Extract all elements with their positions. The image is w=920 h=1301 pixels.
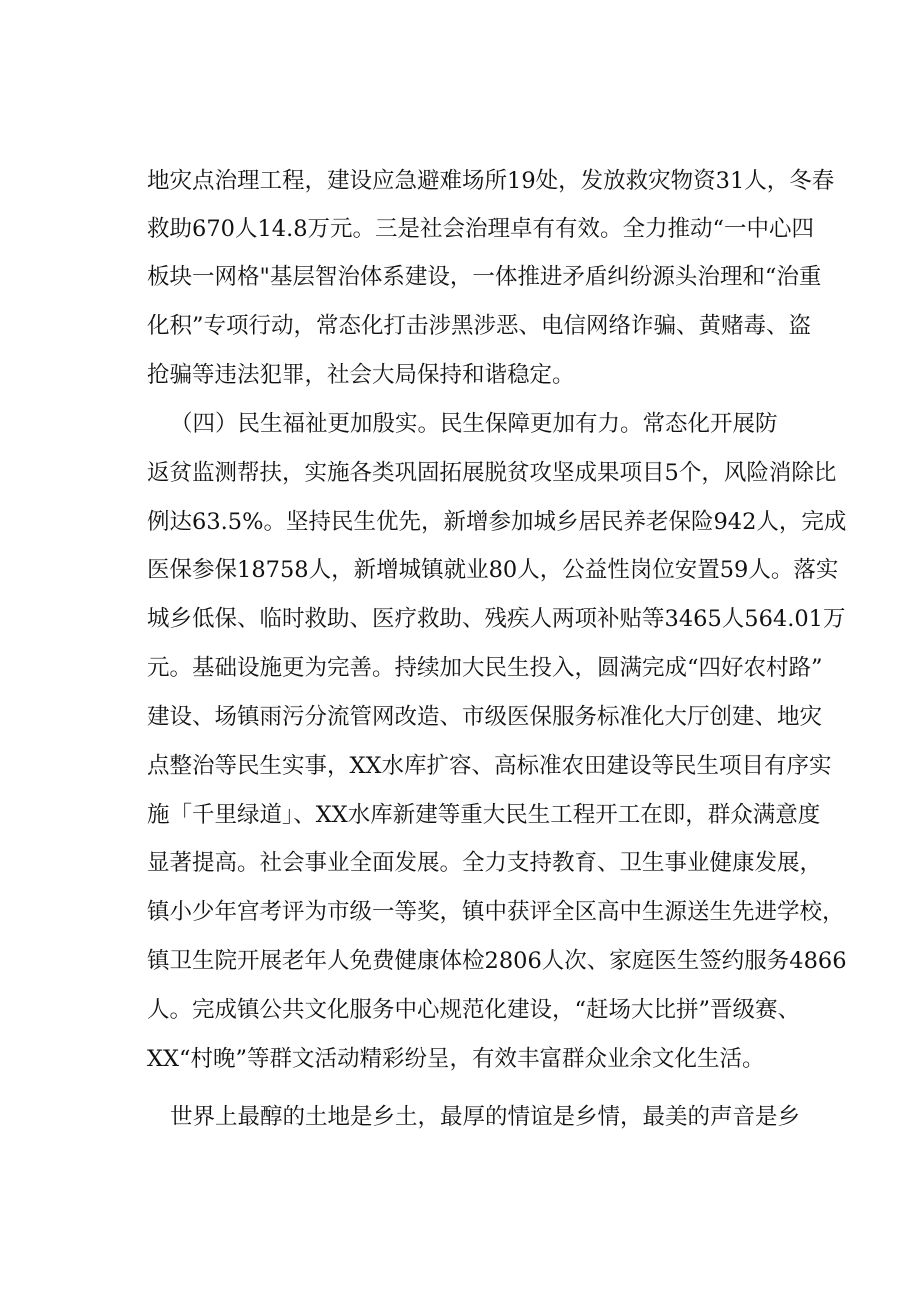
text-line: 元。基础设施更为完善。持续加大民生投入，圆满完成“四好农村路”	[147, 655, 823, 681]
text-line: 板块一网格"基层智治体系建设，一体推进矛盾纠纷源头治理和“治重	[147, 264, 822, 290]
text-line: 返贫监测帮扶，实施各类巩固拓展脱贫攻坚成果项目5个，风险消除比	[147, 460, 837, 486]
text-line: 抢骗等违法犯罪，社会大局保持和谐稳定。	[147, 362, 575, 388]
text-line: 例达63.5%。坚持民生优先，新增参加城乡居民养老保险942人，完成	[147, 509, 847, 535]
text-line: 医保参保18758人，新增城镇就业80人，公益性岗位安置59人。落实	[147, 557, 839, 583]
text-line: 显著提高。社会事业全面发展。全力支持教育、卫生事业健康发展，	[147, 850, 823, 876]
text-line: 镇卫生院开展老年人免费健康体检2806人次、家庭医生签约服务4866	[147, 948, 847, 974]
text-line: 救助670人14.8万元。三是社会治理卓有有效。全力推动“一中心四	[147, 216, 815, 242]
text-line: 施「千里绿道」、XX水库新建等重大民生工程开工在即，群众满意度	[147, 802, 821, 828]
text-line: 人。完成镇公共文化服务中心规范化建设，“赶场大比拼”晋级赛、	[147, 997, 801, 1023]
text-line: 建设、场镇雨污分流管网改造、市级医保服务标准化大厅创建、地灾	[147, 704, 823, 730]
text-line: XX“村晚”等群文活动精彩纷呈，有效丰富群众业余文化生活。	[147, 1046, 765, 1072]
text-line: 化积”专项行动，常态化打击涉黑涉恶、电信网络诈骗、黄赌毒、盗	[147, 313, 812, 339]
text-line: 镇小少年宫考评为市级一等奖，镇中获评全区高中生源送生先进学校，	[147, 899, 845, 925]
text-line: 点整治等民生实事，XX水库扩容、高标准农田建设等民生项目有序实	[147, 753, 832, 779]
text-line: 城乡低保、临时救助、医疗救助、残疾人两项补贴等3465人564.01万	[147, 606, 846, 632]
text-line: 地灾点治理工程，建设应急避难场所19处，发放救灾物资31人，冬春	[147, 168, 835, 194]
paragraph-start-line: 世界上最醇的土地是乡土，最厚的情谊是乡情，最美的声音是乡	[170, 1104, 801, 1130]
section-heading-line: （四）民生福祉更加殷实。民生保障更加有力。常态化开展防	[170, 411, 778, 437]
